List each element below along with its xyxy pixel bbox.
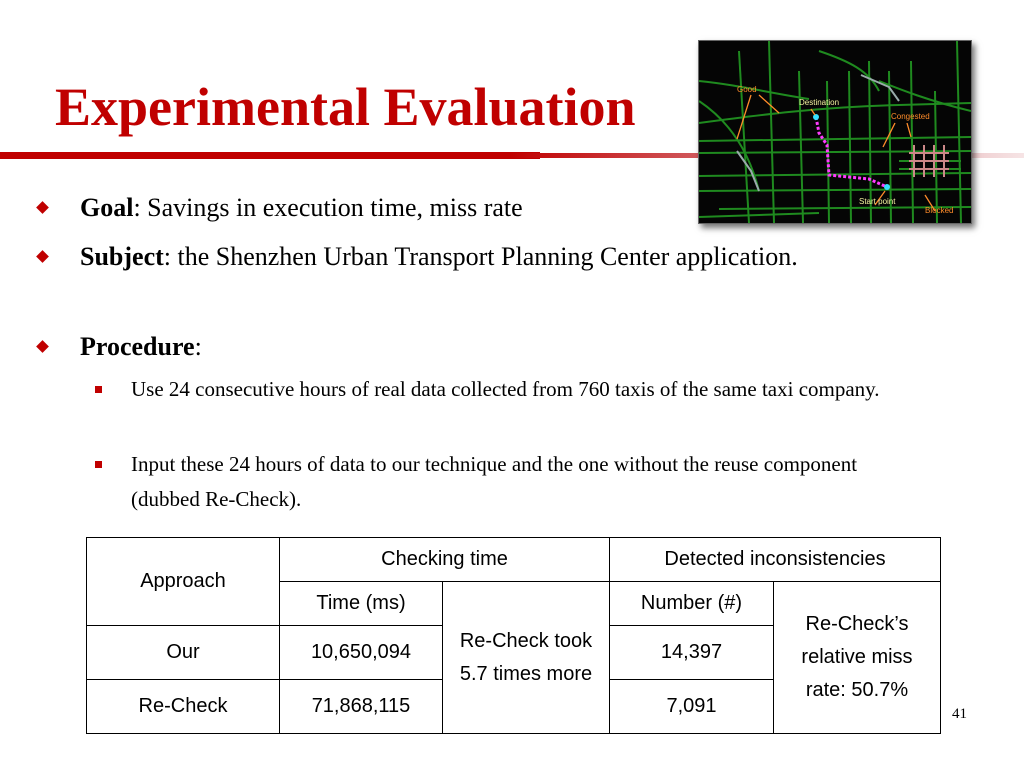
destination-marker: [813, 114, 819, 120]
bullet-text: :: [194, 332, 202, 361]
miss-rate-note: Re-Check’s relative miss rate: 50.7%: [774, 582, 941, 734]
bullet-text: : the Shenzhen Urban Transport Planning Center application.: [163, 242, 798, 271]
header-detected-inconsistencies: Detected inconsistencies: [610, 538, 941, 582]
results-table: [86, 537, 941, 734]
cell-time: 10,650,094: [280, 626, 443, 680]
cell-number: 7,091: [610, 680, 774, 734]
square-bullet-icon: [95, 461, 102, 468]
map-blocked-roads: [909, 145, 949, 177]
page-number: 41: [952, 706, 967, 722]
sub-bullet-text: Input these 24 hours of data to our technique and the one without the reuse component (dubbed Re-Check).: [131, 452, 858, 511]
bullet-label: Goal: [80, 193, 134, 222]
header-checking-time: Checking time: [280, 538, 610, 582]
cell-approach: Re-Check: [87, 680, 280, 734]
header-time-ms: Time (ms): [280, 582, 443, 626]
map-label-start-point: Start point: [859, 197, 896, 206]
bullet-text: : Savings in execution time, miss rate: [133, 193, 523, 222]
header-approach: Approach: [87, 538, 280, 626]
cell-number: 14,397: [610, 626, 774, 680]
map-label-good: Good: [737, 85, 757, 94]
diamond-bullet-icon: [36, 340, 49, 353]
bullet-label: Procedure: [80, 332, 195, 361]
sub-bullet-text: Use 24 consecutive hours of real data collected from 760 taxis of the same taxi company.: [131, 377, 880, 401]
header-number: Number (#): [610, 582, 774, 626]
slide-title: Experimental Evaluation: [55, 77, 636, 137]
bullet-label: Subject: [80, 242, 164, 271]
diamond-bullet-icon: [36, 250, 49, 263]
map-label-blocked: Blocked: [925, 206, 954, 215]
cell-approach: Our: [87, 626, 280, 680]
title-underline: [0, 152, 540, 159]
diamond-bullet-icon: [36, 201, 49, 214]
square-bullet-icon: [95, 386, 102, 393]
cell-time: 71,868,115: [280, 680, 443, 734]
map-label-congested: Congested: [891, 112, 930, 121]
start-point-marker: [884, 184, 890, 190]
map-label-destination: Destination: [799, 98, 840, 107]
time-comparison-note: Re-Check took 5.7 times more: [443, 582, 610, 734]
